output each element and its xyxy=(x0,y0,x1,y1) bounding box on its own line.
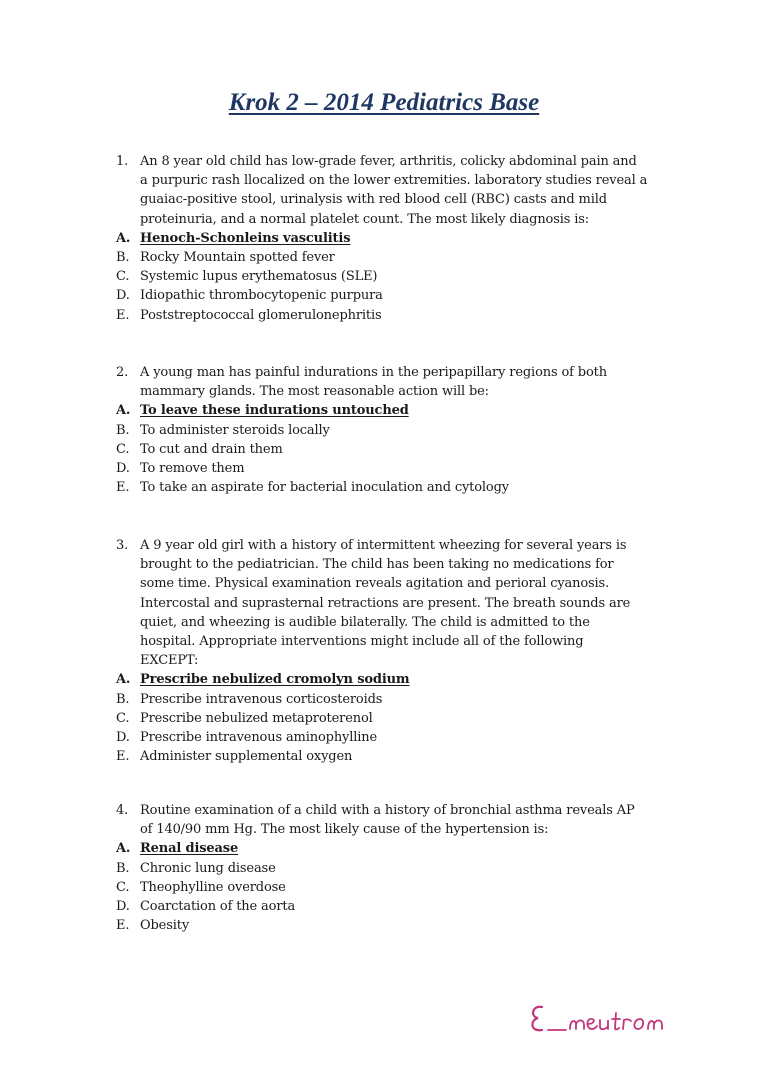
option-letter: E. xyxy=(116,749,130,765)
option-text: Systemic lupus erythematosus (SLE) xyxy=(140,269,378,285)
stem-line: a purpuric rash llocalized on the lower extremities. laboratory studies reveal a xyxy=(140,173,648,189)
option-a-correct xyxy=(116,839,661,858)
stem-line: proteinuria, and a normal platelet count. The most likely diagnosis is: xyxy=(140,211,590,227)
stem-line: EXCEPT: xyxy=(140,653,199,669)
option-letter: A. xyxy=(116,672,131,688)
question-stem xyxy=(116,801,661,839)
question-stem xyxy=(116,363,661,401)
option-text: Idiopathic thrombocytopenic purpura xyxy=(140,288,383,304)
option-text: Administer supplemental oxygen xyxy=(140,749,353,765)
option-text: To take an aspirate for bacterial inoculation and cytology xyxy=(140,480,509,496)
stem-line: Routine examination of a child with a history of bronchial asthma reveals AP xyxy=(140,803,635,818)
question-stem xyxy=(116,152,661,229)
stem-line: guaiac-positive stool, urinalysis with red blood cell (RBC) casts and mild xyxy=(140,192,607,208)
question-4 xyxy=(116,801,661,935)
stem-line: some time. Physical examination reveals agitation and perioral cyanosis. xyxy=(140,576,610,592)
option-d xyxy=(116,897,661,916)
stem-line: Intercostal and suprasternal retractions are present. The breath sounds are xyxy=(140,595,631,611)
stem-line: An 8 year old child has low-grade fever, arthritis, colicky abdominal pain and xyxy=(140,154,637,169)
option-letter: D. xyxy=(116,461,130,477)
option-d xyxy=(116,459,661,478)
option-text: Prescribe intravenous corticosteroids xyxy=(140,691,383,707)
option-text: Theophylline overdose xyxy=(140,879,286,895)
question-number: 1. xyxy=(116,154,129,169)
option-e xyxy=(116,916,661,935)
option-b xyxy=(116,421,661,440)
option-b xyxy=(116,859,661,878)
option-letter: B. xyxy=(116,422,130,438)
option-text: Poststreptococcal glomerulonephritis xyxy=(140,307,382,323)
stem-line: A 9 year old girl with a history of intermittent wheezing for several years is xyxy=(140,538,627,553)
option-letter: A. xyxy=(116,841,131,857)
e-neutron-watermark-logo xyxy=(528,999,688,1039)
option-text: Renal disease xyxy=(140,841,239,857)
option-a-correct xyxy=(116,401,661,420)
option-letter: E. xyxy=(116,918,130,934)
question-1 xyxy=(116,152,661,325)
option-text: Prescribe nebulized cromolyn sodium xyxy=(140,672,410,688)
stem-line: of 140/90 mm Hg. The most likely cause of the hypertension is: xyxy=(140,822,549,838)
question-number: 3. xyxy=(116,538,129,553)
option-d xyxy=(116,286,661,305)
option-b xyxy=(116,690,661,709)
option-b xyxy=(116,248,661,267)
option-letter: C. xyxy=(116,710,130,726)
option-text: Prescribe intravenous aminophylline xyxy=(140,730,378,746)
option-letter: B. xyxy=(116,860,130,876)
option-letter: A. xyxy=(116,230,131,246)
stem-line: hospital. Appropriate interventions might include all of the following xyxy=(140,634,584,650)
option-text: Prescribe nebulized metaproterenol xyxy=(140,710,373,726)
option-letter: D. xyxy=(116,899,130,915)
option-a-correct xyxy=(116,229,661,248)
page-title: Krok 2 – 2014 Pediatrics Base xyxy=(228,89,540,116)
option-letter: A. xyxy=(116,403,131,419)
stem-line: mammary glands. The most reasonable action will be: xyxy=(140,384,489,400)
option-c xyxy=(116,267,661,286)
option-letter: D. xyxy=(116,730,130,746)
option-letter: C. xyxy=(116,879,130,895)
option-letter: B. xyxy=(116,691,130,707)
option-text: To administer steroids locally xyxy=(140,422,330,438)
option-text: Rocky Mountain spotted fever xyxy=(140,250,335,266)
option-letter: C. xyxy=(116,441,130,457)
option-letter: D. xyxy=(116,288,130,304)
option-d xyxy=(116,728,661,747)
option-letter: E. xyxy=(116,480,130,496)
option-e xyxy=(116,306,661,325)
stem-line: brought to the pediatrician. The child has been taking no medications for xyxy=(140,557,614,573)
option-letter: B. xyxy=(116,250,130,266)
stem-line: quiet, and wheezing is audible bilaterally. The child is admitted to the xyxy=(140,614,590,630)
option-text: To remove them xyxy=(140,461,245,477)
option-c xyxy=(116,878,661,897)
option-c xyxy=(116,440,661,459)
option-letter: E. xyxy=(116,307,130,323)
question-stem xyxy=(116,536,661,670)
question-number: 2. xyxy=(116,365,129,380)
option-text: Obesity xyxy=(140,918,190,934)
option-text: Henoch-Schonleins vasculitis xyxy=(140,230,351,246)
stem-line: A young man has painful indurations in the peripapillary regions of both xyxy=(140,365,607,380)
option-e xyxy=(116,478,661,497)
option-text: Chronic lung disease xyxy=(140,860,276,876)
question-number: 4. xyxy=(116,803,129,818)
option-letter: C. xyxy=(116,269,130,285)
option-c xyxy=(116,709,661,728)
option-e xyxy=(116,747,661,766)
option-text: Coarctation of the aorta xyxy=(140,899,296,915)
option-text: To leave these indurations untouched xyxy=(140,403,409,419)
question-3 xyxy=(116,536,661,766)
question-2 xyxy=(116,363,661,497)
option-a-correct xyxy=(116,670,661,689)
option-text: To cut and drain them xyxy=(140,441,283,457)
